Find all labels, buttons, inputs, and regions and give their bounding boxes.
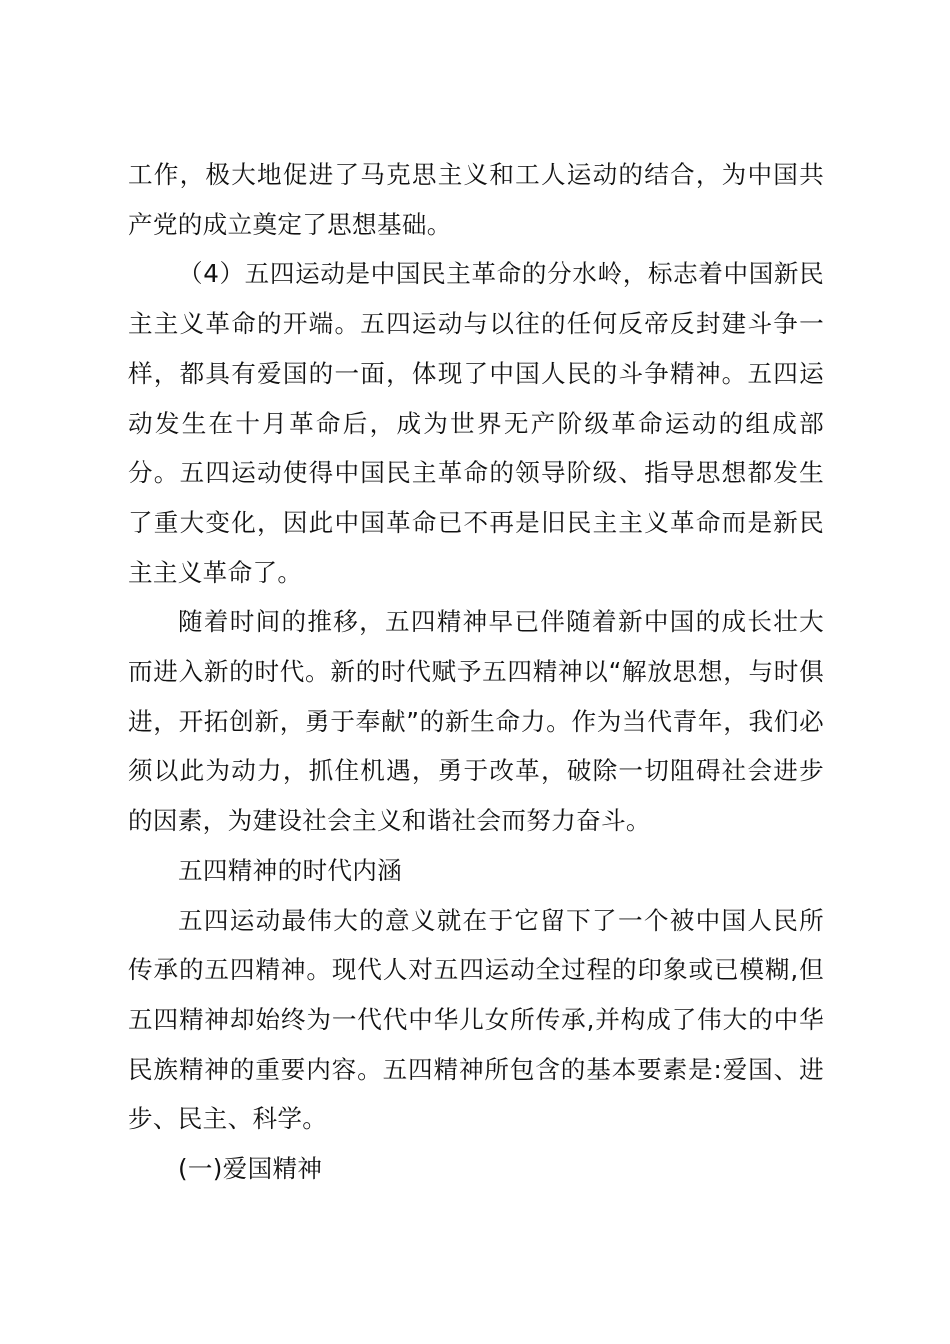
document-body <box>128 150 824 1194</box>
paragraph-continuation: 工作，极大地促进了马克思主义和工人运动的结合，为中国共产党的成立奠定了思想基础。 <box>128 160 824 239</box>
paragraph-point-4: （4）五四运动是中国民主革命的分水岭，标志着中国新民主主义革命的开端。五四运动与以往的任何反帝反封建斗争一样，都具有爱国的一面，体现了中国人民的斗争精神。五四运动发生在十月革命后，成为世界无产阶级革命运动的组成部分。五四运动使得中国民主革命的领导阶级、指导思想都发生了重大变化，因此中国革命已不再是旧民主主义革命而是新民主主义革命了。 <box>128 259 824 587</box>
section-heading-patriotism: (一)爱国精神 <box>178 1154 323 1184</box>
paragraph-era-spirit: 随着时间的推移，五四精神早已伴随着新中国的成长壮大而进入新的时代。新的时代赋予五四精神以“解放思想，与时俱进，开拓创新，勇于奉献”的新生命力。作为当代青年，我们必须以此为动力，抓住机遇，勇于改革，破除一切阻碍社会进步的因素，为建设社会主义和谐社会而努力奋斗。 <box>128 607 824 836</box>
section-heading-era-connotation: 五四精神的时代内涵 <box>178 855 403 885</box>
paragraph-may-fourth-meaning: 五四运动最伟大的意义就在于它留下了一个被中国人民所传承的五四精神。现代人对五四运动全过程的印象或已模糊,但五四精神却始终为一代代中华儿女所传承,并构成了伟大的中华民族精神的重要内容。五四精神所包含的基本要素是:爱国、进步、民主、科学。 <box>128 905 824 1134</box>
